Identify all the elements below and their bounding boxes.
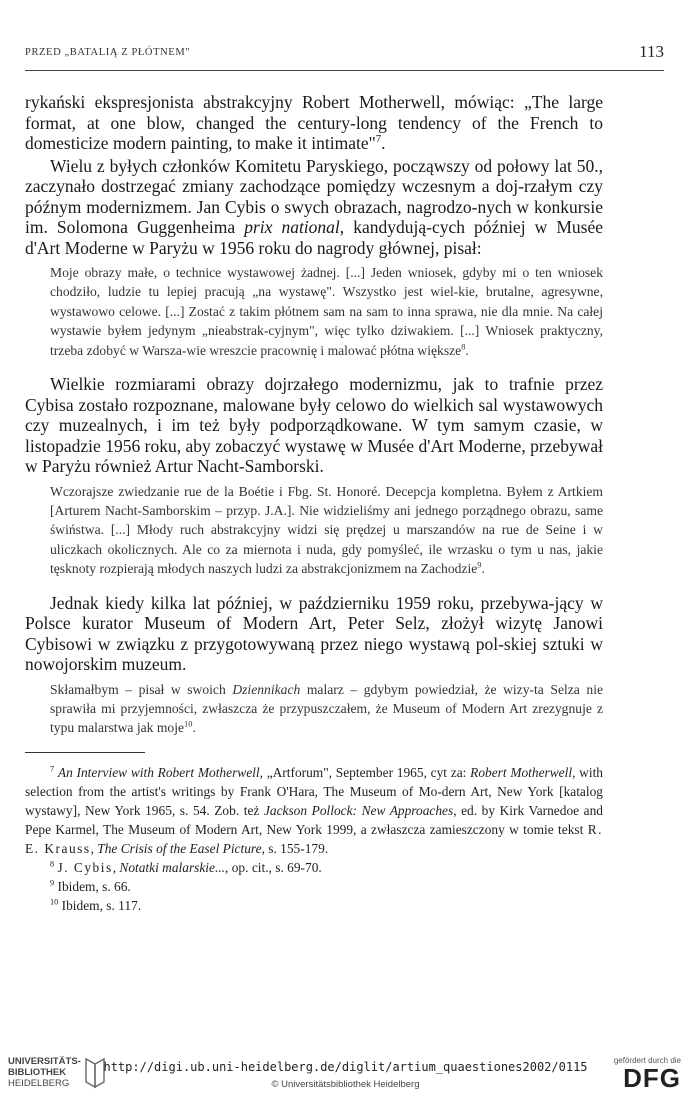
italic-term: prix national (244, 217, 340, 237)
paragraph-4: Jednak kiedy kilka lat później, w październiku 1959 roku, przebywa-jący w Polsce kurator Museum of Modern Art, Peter Selz, złożył wizytę Janowi Cybisowi w związku z przygotowywaną przez niego wystawą pol-skiej sztuki w nowojorskim muzeum. (25, 592, 603, 675)
running-title: PRZED „BATALIĄ Z PŁÓTNEM" (25, 47, 191, 58)
block-quote-3: Skłamałbym – pisał w swoich Dziennikach malarz – gdybym powiedział, że wizy-ta Selza nie sprawiła mi przyjemności, zwłaszcza że przypuszczałem, że Museum of Modern Art zrezygnuje z typu malarstwa jak moje$^{10}$. (50, 681, 604, 736)
footnote-number: 10 (50, 897, 59, 907)
footnote-10: $^{10}$ Ibidem, s. 117. (50, 897, 142, 913)
university-library-logo[interactable]: UNIVERSITÄTS- BIBLIOTHEK HEIDELBERG (8, 1056, 108, 1092)
running-head (25, 40, 664, 71)
footnote-divider (25, 752, 145, 753)
footnote-number: 7 (50, 764, 55, 774)
paragraph-1: rykański ekspresjonista abstrakcyjny Robert Motherwell, mówiąc: „The large format, at one blow, changed the century-long tendency of the French to domesticize modern painting, to make it intimate"$^7$. (25, 92, 603, 153)
digitization-footer (0, 1044, 691, 1098)
author-name: R. E. Krauss (25, 821, 603, 856)
dfg-logo: DFG (623, 1063, 681, 1093)
dfg-funding-logo[interactable]: gefördert durch die DFG (609, 1056, 681, 1094)
copyright-notice: © Universitätsbibliothek Heidelberg (271, 1079, 420, 1090)
page-number: 113 (639, 42, 664, 61)
page-body (25, 92, 603, 915)
footnote-ref-8[interactable]: 8 (461, 341, 466, 352)
author-name: J. Cybis (57, 859, 113, 875)
block-quote-1: Moje obrazy małe, o technice wystawowej żadnej. [...] Jeden wniosek, gdyby mi o ten wniosek chodziło, ludzie tu lepiej pracują „na wystawę". Wszystko jest wiel-kie, brutalne, agresywne, wystawowo celowe. [...] Zostać z takim płótnem sam na sam to inna sprawa, nie dla mnie. Na całej wystawie byłem jedynym „nieabstrak-cyjnym", więc tylko dziwakiem. [...] Wniosek praktyczny, trzeba zdobyć w Warsza-wie wreszcie pracownię i malować płótna większe$^8$. (50, 265, 603, 358)
italic-title: Dziennikach (232, 681, 301, 697)
block-quote-2: Wczorajsze zwiedzanie rue de la Boétie i Fbg. St. Honoré. Decepcja kompletna. Byłem z Artkiem [Arturem Nacht-Samborskim – przyp. J.A.]. Nie widzieliśmy ani jednego porządnego obrazu, same świństwa. [...] Młody ruch abstrakcyjny widzi się prędzej u marszandów na rue de Seine i w uliczkach okolicznych. Ale co za miernota i nuda, gdy pomyśleć, ile wrzasku o tym u nas, jakie tęsknoty rozpierają młodych naszych ludzi za abstrakcjonizmem na Zachodzie$^9$. (50, 483, 603, 577)
footnote-ref-7[interactable]: 7 (375, 133, 382, 146)
footnote-ref-10[interactable]: 10 (184, 718, 193, 729)
footnote-ref-9[interactable]: 9 (477, 559, 482, 570)
paragraph-2: Wielu z byłych członków Komitetu Paryskiego, począwszy od połowy lat 50., zaczynało dostrzegać zmiany zachodzące pomiędzy wczesnym a doj-rzałym czy późnym modernizmem. Jan Cybis o swych obrazach, nagrodzo-nych w konkursie im. Solomona Guggenheima prix national, kandydują-cych później w Musée d'Art Moderne w Paryżu w 1956 roku do nagrody głównej, pisał: (25, 155, 603, 258)
footnote-number: 9 (50, 878, 55, 888)
footnote-9: $^9$ Ibidem, s. 66. (50, 878, 131, 894)
footnote-8: $^8$ J. Cybis, Notatki malarskie..., op. cit., s. 69-70. (50, 859, 322, 875)
footnote-number: 8 (50, 859, 55, 869)
source-url-link[interactable]: http://digi.ub.uni-heidelberg.de/diglit/artium_quaestiones2002/0115 (103, 1060, 588, 1074)
footnote-7: $^7$ An Interview with Robert Motherwell, „Artforum", September 1965, cyt za: Robert Motherwell, with selection from the artist's writings by Frank O'Hara, The Museum of Mo-dern Art, New York [katalog wystawy], New York 1965, s. 54. Zob. też Jackson Pollock: New Approaches, ed. by Kirk Varnedoe and Pepe Karmel, The Museum of Modern Art, New York 1999, a zwłaszcza zamieszczony w tomie tekst R. E. Krauss, The Crisis of the Easel Picture, s. 155-179. (25, 764, 603, 856)
paragraph-3: Wielkie rozmiarami obrazy dojrzałego modernizmu, jak to trafnie przez Cybisa zostało rozpoznane, malowane były celowo do wielkich sal wystawowych czy muzealnych, i im też były podporządkowane. W tym samym czasie, w listopadzie 1956 roku, aby zobaczyć wystawę w Musée d'Art Moderne, przebywał w Paryżu również Artur Nacht-Samborski. (25, 374, 603, 477)
